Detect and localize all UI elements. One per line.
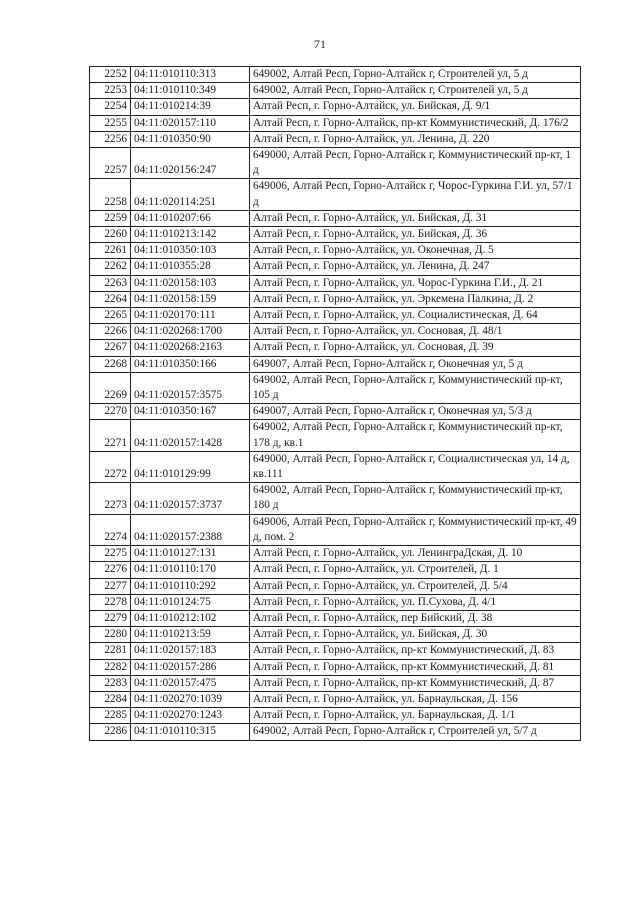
- address-cell: 649002, Алтай Респ, Горно-Алтайск г, Коммунистический пр-кт, 180 д: [250, 483, 581, 514]
- cadastral-number-cell: 04:11:020157:110: [131, 115, 250, 131]
- table-row: [90, 724, 581, 740]
- row-number-cell: 2281: [90, 643, 131, 659]
- cadastral-number-cell: 04:11:020114:251: [131, 179, 250, 210]
- table-row: [90, 578, 581, 594]
- table-row: [90, 483, 581, 514]
- cadastral-number-cell: 04:11:010110:313: [131, 67, 250, 83]
- row-number-cell: 2286: [90, 724, 131, 740]
- address-cell: Алтай Респ, г. Горно-Алтайск, ул. Социалистическая, Д. 64: [250, 308, 581, 324]
- row-number-cell: 2260: [90, 227, 131, 243]
- table-row: [90, 594, 581, 610]
- address-cell: 649000, Алтай Респ, Горно-Алтайск г, Социалистическая ул, 14 д, кв.111: [250, 451, 581, 482]
- row-number-cell: 2282: [90, 659, 131, 675]
- cadastral-number-cell: 04:11:010129:99: [131, 451, 250, 482]
- row-number-cell: 2262: [90, 259, 131, 275]
- table-row: [90, 562, 581, 578]
- table-row: [90, 340, 581, 356]
- cadastral-number-cell: 04:11:020158:159: [131, 291, 250, 307]
- cadastral-number-cell: 04:11:010124:75: [131, 594, 250, 610]
- row-number-cell: 2266: [90, 324, 131, 340]
- address-cell: Алтай Респ, г. Горно-Алтайск, пер Бийский, Д. 38: [250, 610, 581, 626]
- cadastral-number-cell: 04:11:010110:292: [131, 578, 250, 594]
- address-cell: 649002, Алтай Респ, Горно-Алтайск г, Коммунистический пр-кт, 178 д, кв.1: [250, 420, 581, 451]
- table-row: [90, 148, 581, 179]
- cadastral-number-cell: 04:11:010110:170: [131, 562, 250, 578]
- table-row: [90, 627, 581, 643]
- address-cell: 649006, Алтай Респ, Горно-Алтайск г, Коммунистический пр-кт, 49 д, пом. 2: [250, 514, 581, 545]
- row-number-cell: 2252: [90, 67, 131, 83]
- table-row: [90, 131, 581, 147]
- row-number-cell: 2276: [90, 562, 131, 578]
- address-cell: 649000, Алтай Респ, Горно-Алтайск г, Коммунистический пр-кт, 1 д: [250, 148, 581, 179]
- cadastral-number-cell: 04:11:020268:1700: [131, 324, 250, 340]
- row-number-cell: 2261: [90, 243, 131, 259]
- cadastral-number-cell: 04:11:010214:39: [131, 99, 250, 115]
- page-number: 71: [314, 37, 326, 51]
- table-row: [90, 610, 581, 626]
- address-cell: Алтай Респ, г. Горно-Алтайск, пр-кт Коммунистический, Д. 87: [250, 675, 581, 691]
- row-number-cell: 2283: [90, 675, 131, 691]
- registry-table: [89, 66, 581, 741]
- address-cell: Алтай Респ, г. Горно-Алтайск, ул. Сосновая, Д. 48/1: [250, 324, 581, 340]
- address-cell: Алтай Респ, г. Горно-Алтайск, ул. П.Сухова, Д. 4/1: [250, 594, 581, 610]
- row-number-cell: 2274: [90, 514, 131, 545]
- row-number-cell: 2255: [90, 115, 131, 131]
- table-row: [90, 275, 581, 291]
- address-cell: Алтай Респ, г. Горно-Алтайск, ул. Бийская, Д. 30: [250, 627, 581, 643]
- cadastral-number-cell: 04:11:010110:349: [131, 83, 250, 99]
- cadastral-number-cell: 04:11:020268:2163: [131, 340, 250, 356]
- cadastral-number-cell: 04:11:010355:28: [131, 259, 250, 275]
- row-number-cell: 2278: [90, 594, 131, 610]
- row-number-cell: 2277: [90, 578, 131, 594]
- cadastral-number-cell: 04:11:020158:103: [131, 275, 250, 291]
- table-row: [90, 372, 581, 403]
- address-cell: Алтай Респ, г. Горно-Алтайск, ул. Барнаульская, Д. 156: [250, 691, 581, 707]
- address-cell: Алтай Респ, г. Горно-Алтайск, ул. ЛенинграДская, Д. 10: [250, 546, 581, 562]
- table-row: [90, 514, 581, 545]
- cadastral-number-cell: 04:11:020156:247: [131, 148, 250, 179]
- row-number-cell: 2275: [90, 546, 131, 562]
- cadastral-number-cell: 04:11:020270:1039: [131, 691, 250, 707]
- address-cell: Алтай Респ, г. Горно-Алтайск, ул. Эркемена Палкина, Д. 2: [250, 291, 581, 307]
- address-cell: Алтай Респ, г. Горно-Алтайск, ул. Строителей, Д. 5/4: [250, 578, 581, 594]
- address-cell: 649006, Алтай Респ, Горно-Алтайск г, Чорос-Гуркина Г.И. ул, 57/1 д: [250, 179, 581, 210]
- address-cell: Алтай Респ, г. Горно-Алтайск, пр-кт Коммунистический, Д. 83: [250, 643, 581, 659]
- address-cell: Алтай Респ, г. Горно-Алтайск, ул. Чорос-Гуркина Г.И., Д. 21: [250, 275, 581, 291]
- cadastral-number-cell: 04:11:010350:167: [131, 404, 250, 420]
- table-row: [90, 227, 581, 243]
- row-number-cell: 2257: [90, 148, 131, 179]
- cadastral-number-cell: 04:11:020157:3737: [131, 483, 250, 514]
- address-cell: Алтай Респ, г. Горно-Алтайск, ул. Барнаульская, Д. 1/1: [250, 708, 581, 724]
- row-number-cell: 2280: [90, 627, 131, 643]
- address-cell: 649007, Алтай Респ, Горно-Алтайск г, Оконечная ул, 5 д: [250, 356, 581, 372]
- cadastral-number-cell: 04:11:020170:111: [131, 308, 250, 324]
- row-number-cell: 2267: [90, 340, 131, 356]
- row-number-cell: 2285: [90, 708, 131, 724]
- address-cell: Алтай Респ, г. Горно-Алтайск, ул. Бийская, Д. 9/1: [250, 99, 581, 115]
- address-cell: 649007, Алтай Респ, Горно-Алтайск г, Оконечная ул, 5/3 д: [250, 404, 581, 420]
- table-row: [90, 324, 581, 340]
- address-cell: Алтай Респ, г. Горно-Алтайск, ул. Строителей, Д. 1: [250, 562, 581, 578]
- address-cell: Алтай Респ, г. Горно-Алтайск, ул. Оконечная, Д. 5: [250, 243, 581, 259]
- cadastral-number-cell: 04:11:010127:131: [131, 546, 250, 562]
- table-row: [90, 643, 581, 659]
- cadastral-number-cell: 04:11:020157:286: [131, 659, 250, 675]
- row-number-cell: 2270: [90, 404, 131, 420]
- row-number-cell: 2284: [90, 691, 131, 707]
- address-cell: 649002, Алтай Респ, Горно-Алтайск г, Строителей ул, 5 д: [250, 83, 581, 99]
- table-row: [90, 99, 581, 115]
- cadastral-number-cell: 04:11:020157:3575: [131, 372, 250, 403]
- address-cell: Алтай Респ, г. Горно-Алтайск, ул. Бийская, Д. 31: [250, 210, 581, 226]
- row-number-cell: 2268: [90, 356, 131, 372]
- cadastral-number-cell: 04:11:020157:475: [131, 675, 250, 691]
- address-cell: 649002, Алтай Респ, Горно-Алтайск г, Коммунистический пр-кт, 105 д: [250, 372, 581, 403]
- table-row: [90, 115, 581, 131]
- registry-table-body: [90, 67, 581, 741]
- table-row: [90, 308, 581, 324]
- cadastral-number-cell: 04:11:020157:1428: [131, 420, 250, 451]
- table-row: [90, 67, 581, 83]
- cadastral-number-cell: 04:11:010207:66: [131, 210, 250, 226]
- row-number-cell: 2279: [90, 610, 131, 626]
- address-cell: Алтай Респ, г. Горно-Алтайск, ул. Ленина, Д. 220: [250, 131, 581, 147]
- cadastral-number-cell: 04:11:020157:2388: [131, 514, 250, 545]
- cadastral-number-cell: 04:11:020157:183: [131, 643, 250, 659]
- table-row: [90, 259, 581, 275]
- cadastral-number-cell: 04:11:010110:315: [131, 724, 250, 740]
- table-row: [90, 546, 581, 562]
- cadastral-number-cell: 04:11:010350:103: [131, 243, 250, 259]
- row-number-cell: 2265: [90, 308, 131, 324]
- cadastral-number-cell: 04:11:020270:1243: [131, 708, 250, 724]
- address-cell: 649002, Алтай Респ, Горно-Алтайск г, Строителей ул, 5/7 д: [250, 724, 581, 740]
- row-number-cell: 2272: [90, 451, 131, 482]
- table-row: [90, 708, 581, 724]
- address-cell: Алтай Респ, г. Горно-Алтайск, ул. Сосновая, Д. 39: [250, 340, 581, 356]
- table-row: [90, 83, 581, 99]
- row-number-cell: 2271: [90, 420, 131, 451]
- cadastral-number-cell: 04:11:010350:166: [131, 356, 250, 372]
- address-cell: Алтай Респ, г. Горно-Алтайск, пр-кт Коммунистический, Д. 81: [250, 659, 581, 675]
- address-cell: 649002, Алтай Респ, Горно-Алтайск г, Строителей ул, 5 д: [250, 67, 581, 83]
- table-row: [90, 404, 581, 420]
- row-number-cell: 2264: [90, 291, 131, 307]
- cadastral-number-cell: 04:11:010213:142: [131, 227, 250, 243]
- row-number-cell: 2256: [90, 131, 131, 147]
- table-row: [90, 675, 581, 691]
- row-number-cell: 2254: [90, 99, 131, 115]
- row-number-cell: 2269: [90, 372, 131, 403]
- table-row: [90, 356, 581, 372]
- table-row: [90, 210, 581, 226]
- table-row: [90, 451, 581, 482]
- table-row: [90, 291, 581, 307]
- table-row: [90, 659, 581, 675]
- table-row: [90, 420, 581, 451]
- row-number-cell: 2258: [90, 179, 131, 210]
- cadastral-number-cell: 04:11:010212:102: [131, 610, 250, 626]
- row-number-cell: 2253: [90, 83, 131, 99]
- table-row: [90, 243, 581, 259]
- address-cell: Алтай Респ, г. Горно-Алтайск, пр-кт Коммунистический, Д. 176/2: [250, 115, 581, 131]
- cadastral-number-cell: 04:11:010213:59: [131, 627, 250, 643]
- address-cell: Алтай Респ, г. Горно-Алтайск, ул. Ленина, Д. 247: [250, 259, 581, 275]
- table-row: [90, 179, 581, 210]
- cadastral-number-cell: 04:11:010350:90: [131, 131, 250, 147]
- row-number-cell: 2273: [90, 483, 131, 514]
- row-number-cell: 2259: [90, 210, 131, 226]
- row-number-cell: 2263: [90, 275, 131, 291]
- table-row: [90, 691, 581, 707]
- address-cell: Алтай Респ, г. Горно-Алтайск, ул. Бийская, Д. 36: [250, 227, 581, 243]
